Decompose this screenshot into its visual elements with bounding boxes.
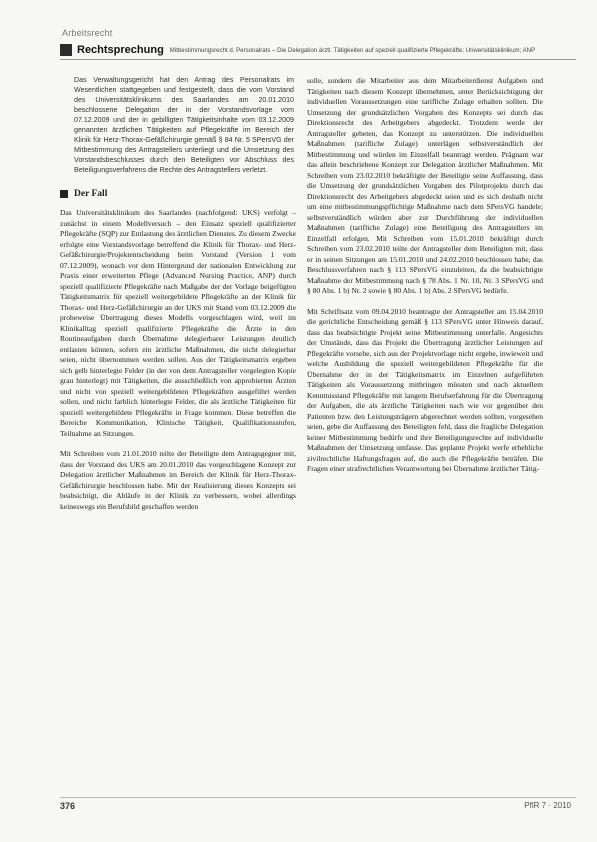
journal-issue: PflR 7 · 2010 — [524, 801, 571, 810]
page-number: 376 — [60, 801, 76, 811]
paragraph: Mit Schreiben vom 21.01.2010 teilte der Beteiligte dem Antragsgegner mit, dass der Vorstand des UKS am 20.01.2010 das vorgeschlagene Konzept zur Delegation ärztlicher Maßnahmen im Bereich der Klinik für Herz-Thorax-Gefäßchirurgie beschlossen habe. Mit der Realisierung dieses Konzepts sei beabsichtigt, die Abläufe in der Klinik zu verbessern, wobei allerdings keineswegs ein Berufsbild geschaffen werden — [60, 449, 296, 511]
paragraph: solle, sondern die Mitarbeiter aus dem Mitarbeiterdienst Aufgaben und Tätigkeiten nach diesem Konzept übernehmen, unter Berücksichtigung der individuellen Voraussetzungen eine tarifliche Zulage erhalten sollten. Die Umsetzung der grundsätzlichen Vorgaben des Konzepts sei durch das Direktionsrecht des Arbeitgebers abgedeckt. Trotzdem werde der Antragsteller gebeten, das Konzept zu unterstützen. Die individuellen Maßnahmen (tarifliche Zulage) unterlägen selbstverständlich der Mitbestimmung und würden im Einzelfall beantragt werden. Prägnant war das allein beschriebene Konzept zur Delegation ärztlicher Maßnahmen. Mit Schreiben vom 23.02.2010 bekräftigte der Beteiligte seine Auffassung, dass die Umsetzung der grundsätzlichen Vorgaben des Pilotprojekts durch das Direktionsrecht des Arbeitgebers abgedeckt seien und es sich deshalb nicht um eine mitbestimmungspflichtige Maßnahme nach dem SPersVG handele; selbstverständlich würden aber zur Durchführung der individuellen Maßnahmen (tarifliche Zulage) eine Beteiligung des Antragstellers im Einzelfall erfolgen. Mit Schreiben vom 15.01.2010 bekräftigt durch Schreiben vom 23.02.2010 teilte der Antragsteller dem Beteiligten mit, dass er in seinen Sitzungen am 15.01.2010 und 24.02.2010 beschlossen habe, das Beschlussverfahren nach § 113 SPersVG einzuleiten, da die beabsichtigte Maßnahme der Mitbestimmung nach § 78 Abs. 1 Nr. 10, Nr. 3 SPersVG und § 80 Abs. 1 b) Nr. 2 sowie § 80 Abs. 1 b) Abs. 2 SPersVG bedürfe. — [307, 76, 543, 295]
paragraph: Mit Schriftsatz vom 09.04.2010 beantragte der Antragsteller am 15.04.2010 die gerichtliche Entscheidung gemäß § 113 SPersVG unter Hinweis darauf, dass das beabsichtigte Projekt seine Mitbestimmung unterfalle. Angesichts der Umstände, dass das Projekt die Übertragung ärztlicher Leistungen auf Pflegekräfte vorsehe, sich aus der Projektvorlage nicht ergebe, inwieweit und welche Ausbildung die speziell weitergebildeten Pflegekräfte für die Übernahme der in der Tätigkeitsmatrix im Einzelnen aufgeführten Tätigkeiten als Voraussetzung mitbringen müssten und nach aktuellem Kenntnisstand Pflegekräfte mit langem Berufserfahrung für die Übertragung der Aufgaben, die als ärztliche Tätigkeiten nach wie vor gegenüber den Patienten bzw. den Leistungsträgern abgerechnet werden sollten, vorgesehen seien, gebe die Auffassung des Beteiligten fehl, dass die fragliche Delegation keiner Mitbestimmung bedürfe und ihre Beteiligungsrechte auf individuelle Maßnahmen der Umsetzung umfasse. Das geplante Projekt werfe erhebliche zivilrechtliche Haftungsfragen auf, die auch die Pflegekräfte beträfen. Die Fragen einer strafrechtlichen Verantwortung bei Übernahme ärztlicher Tätig- — [307, 306, 543, 473]
header-subtitle: Mitbestimmungsrecht d. Personalrats – Die Delegation ärztl. Tätigkeiten auf speziell qualifizierte Pflegekräfte; Universitätsklinikum; ANP — [169, 46, 536, 54]
right-column — [307, 76, 543, 485]
header-title: Rechtsprechung — [77, 44, 164, 56]
header-rule — [60, 59, 576, 60]
left-column — [60, 75, 296, 522]
footer-rule — [60, 797, 576, 798]
section-heading-text: Der Fall — [74, 189, 108, 199]
heading-square-icon — [60, 190, 68, 198]
summary-box: Das Verwaltungsgericht hat den Antrag des Personalrats im Wesentlichen stattgegeben und festgestellt, dass die vom Vorstand des Universitätsklinikums des Saarlandes am 20.01.2010 beschlossene Delegation der in der Vorstandsvorlage vom 07.12.2009 und der in gebilligten Tätigkeitsinhalte vom 03.12.2009 genannten ärztlichen Tätigkeiten auf Pflegekräfte im Bereich der Klinik für Herz-Thorax-Gefäßchirurgie gemäß § 84 Nr. 5 SPersVG der Mitbestimmung des Antragstellers unterliegt und die Umsetzung des Vorstandsbeschlusses durch den Beteiligten vor Abschluss des Beteiligungsverfahrens die Rechte des Antragstellers verletzt. — [74, 76, 294, 174]
section-label: Arbeitsrecht — [62, 28, 113, 38]
running-header — [60, 43, 576, 57]
section-heading — [60, 189, 296, 199]
paragraph: Das Universitätsklinikum des Saarlandes (nachfolgend: UKS) verfolgt – zunächst in einem Modellversuch – den Einsatz speziell qualifizierter Pflegekräfte (SQP) zur Entlastung des ärztlichen Dienstes. Zu diesem Zwecke erfolgte eine Vorstandsvorlage betreffend die Klinik für Thorax- und Herz-Gefäßchirurgie/Projektentscheidung beim Vorstand (Version 1 vom 07.12.2009), wonach vor dem Hintergrund der nationalen Entwicklung zur Praxis einer erweiterten Pflege (Advanced Nursing Practice, ANP) durch speziell qualifizierte Pflegekräfte nach Maßgabe der der Vorlage beigefügten Tätigkeitsmatrix für speziell weitergebildete Pflegekräfte an der Klinik für Thorax- und Herz-Gefäßchirurgie an der UKS mit Stand vom 03.12.2009 die probeweise Übertragung dieses Modells vorgeschlagen wird, weil im Klinikalltag speziell qualifizierte Pflegekräfte die Ärzte in den Routineaufgaben durch Übernahme delegierbarer Leistungen deutlich entlasten können, sofern ein ärztliche Maßnahmen, die nicht delegierbar seien, nicht übernommen werden sollen. Aus der Tätigkeitsmatrix ergeben sich gelb hinterlegte Felder (in der von dem Antragsteller vorgelegten Kopie grau hinterlegt) mit Tätigkeiten, die ausschließlich von approbierten Ärzten und nicht von speziell weitergebildeten Pflegekräften ausgeführt werden sollen, und nicht farblich hinterlegte Felder, die als ärztliche Tätigkeiten für speziell weitergebildete Pflegekräfte in Frage kommen. Diese betreffen die Bereiche Kommunikation, Klinische Tätigkeit, Qualifikationsstufen, Teilnahme an Sitzungen. — [60, 208, 296, 438]
header-square-icon — [60, 44, 72, 56]
